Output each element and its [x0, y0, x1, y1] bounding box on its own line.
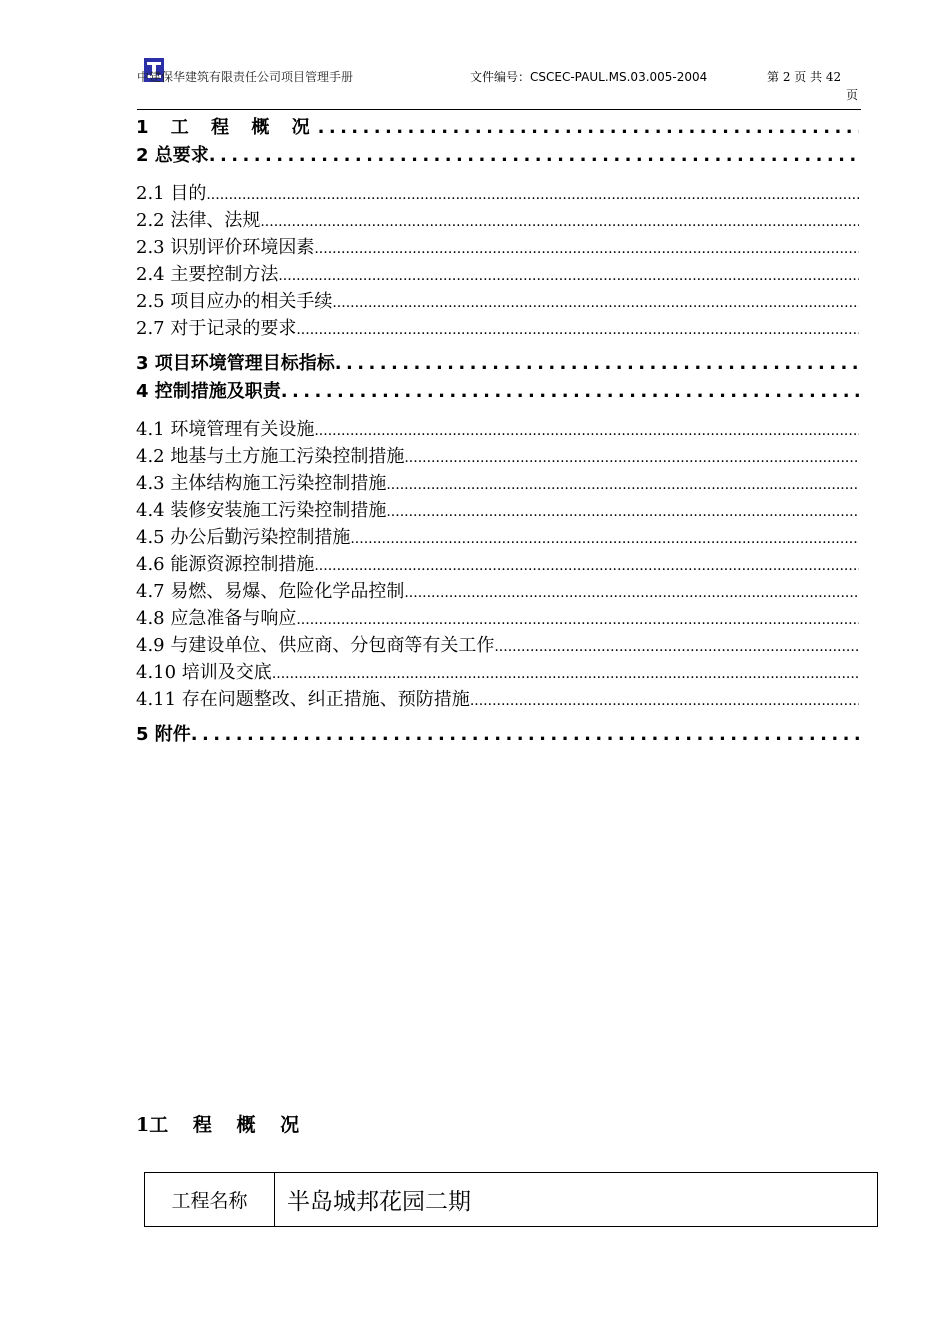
toc-entry-label: 4.6 能源资源控制措施: [136, 554, 315, 575]
project-name-label: 工程名称: [145, 1173, 275, 1227]
toc-dot-leader: [386, 472, 859, 497]
toc-dot-leader: [191, 721, 859, 749]
toc-entry[interactable]: [136, 378, 859, 406]
toc-entry-label: 4.8 应急准备与响应: [136, 608, 297, 629]
toc-entry-label: 4.2 地基与土方施工污染控制措施: [136, 446, 405, 467]
toc-entry[interactable]: [136, 659, 859, 686]
toc-entry-label: 3 项目环境管理目标指标: [136, 353, 335, 374]
project-info-table: [144, 1172, 878, 1227]
toc-entry-label: 2.1 目的: [136, 183, 207, 204]
toc-dot-leader: [494, 634, 859, 659]
table-row: [145, 1173, 878, 1227]
toc-entry-label: 4.7 易燃、易爆、危险化学品控制: [136, 581, 405, 602]
toc-entry[interactable]: [136, 288, 859, 315]
toc-dot-leader: [314, 236, 859, 261]
toc-dot-leader: [404, 580, 859, 605]
toc-dot-leader: [350, 526, 859, 551]
toc-entry[interactable]: [136, 605, 859, 632]
table-of-contents: [136, 114, 859, 749]
toc-entry-label: 2.3 识别评价环境因素: [136, 237, 315, 258]
header-company: 中建保华建筑有限责任公司项目管理手册: [137, 70, 354, 84]
toc-dot-leader: [332, 290, 859, 315]
toc-dot-leader: [296, 317, 859, 342]
toc-entry[interactable]: [136, 524, 859, 551]
toc-dot-leader: [314, 418, 859, 443]
header-doc-number-label: 文件编号：: [470, 70, 531, 84]
toc-dot-leader: [386, 499, 859, 524]
section-number: 1: [136, 1114, 150, 1136]
toc-entry[interactable]: [136, 497, 859, 524]
toc-entry[interactable]: [136, 180, 859, 207]
toc-entry[interactable]: [136, 721, 859, 749]
toc-entry-label: 4 控制措施及职责: [136, 381, 281, 402]
toc-dot-leader: [272, 661, 859, 686]
toc-entry[interactable]: [136, 207, 859, 234]
toc-entry[interactable]: [136, 632, 859, 659]
toc-entry[interactable]: [136, 443, 859, 470]
toc-entry[interactable]: [136, 261, 859, 288]
toc-dot-leader: [318, 114, 859, 142]
toc-entry-label: 4.11 存在问题整改、纠正措施、预防措施: [136, 689, 470, 710]
toc-dot-leader: [335, 350, 859, 378]
toc-entry-label: 4.9 与建设单位、供应商、分包商等有关工作: [136, 635, 495, 656]
toc-dot-leader: [281, 378, 859, 406]
toc-entry-label: 4.5 办公后勤污染控制措施: [136, 527, 351, 548]
toc-dot-leader: [278, 263, 859, 288]
section-heading: 工 程 概 况: [149, 1114, 309, 1136]
toc-dot-leader: [470, 688, 859, 713]
toc-entry-label: 4.1 环境管理有关设施: [136, 419, 315, 440]
header-doc-number: [470, 68, 707, 85]
toc-dot-leader: [260, 209, 859, 234]
page-header: [137, 56, 861, 112]
toc-entry-label: 1 工 程 概 况: [136, 117, 318, 138]
project-name-value: 半岛城邦花园二期: [275, 1173, 878, 1227]
toc-entry-label: 5 附件: [136, 724, 191, 745]
toc-entry-label: 2 总要求: [136, 145, 209, 166]
header-page-info-cont: 页: [846, 88, 859, 102]
toc-dot-leader: [209, 142, 859, 170]
toc-entry[interactable]: [136, 551, 859, 578]
toc-entry[interactable]: [136, 142, 859, 170]
toc-entry[interactable]: [136, 315, 859, 342]
section-title: [136, 1110, 308, 1137]
toc-entry[interactable]: [136, 686, 859, 713]
toc-entry-label: 2.4 主要控制方法: [136, 264, 279, 285]
toc-entry-label: 4.3 主体结构施工污染控制措施: [136, 473, 387, 494]
toc-entry-label: 4.4 装修安装施工污染控制措施: [136, 500, 387, 521]
toc-entry-label: 2.7 对于记录的要求: [136, 318, 297, 339]
header-doc-number-value: CSCEC-PAUL.MS.03.005-2004: [530, 70, 708, 84]
toc-entry-label: 2.2 法律、法规: [136, 210, 261, 231]
toc-entry-label: 2.5 项目应办的相关手续: [136, 291, 333, 312]
toc-dot-leader: [404, 445, 859, 470]
toc-entry[interactable]: [136, 234, 859, 261]
toc-entry[interactable]: [136, 578, 859, 605]
toc-dot-leader: [314, 553, 859, 578]
toc-entry[interactable]: [136, 114, 859, 142]
header-divider: [137, 109, 861, 110]
header-page-info: 第 2 页 共 42: [767, 70, 842, 84]
toc-dot-leader: [206, 182, 859, 207]
toc-dot-leader: [296, 607, 859, 632]
toc-entry[interactable]: [136, 470, 859, 497]
toc-entry-label: 4.10 培训及交底: [136, 662, 272, 683]
toc-entry[interactable]: [136, 350, 859, 378]
toc-entry[interactable]: [136, 416, 859, 443]
